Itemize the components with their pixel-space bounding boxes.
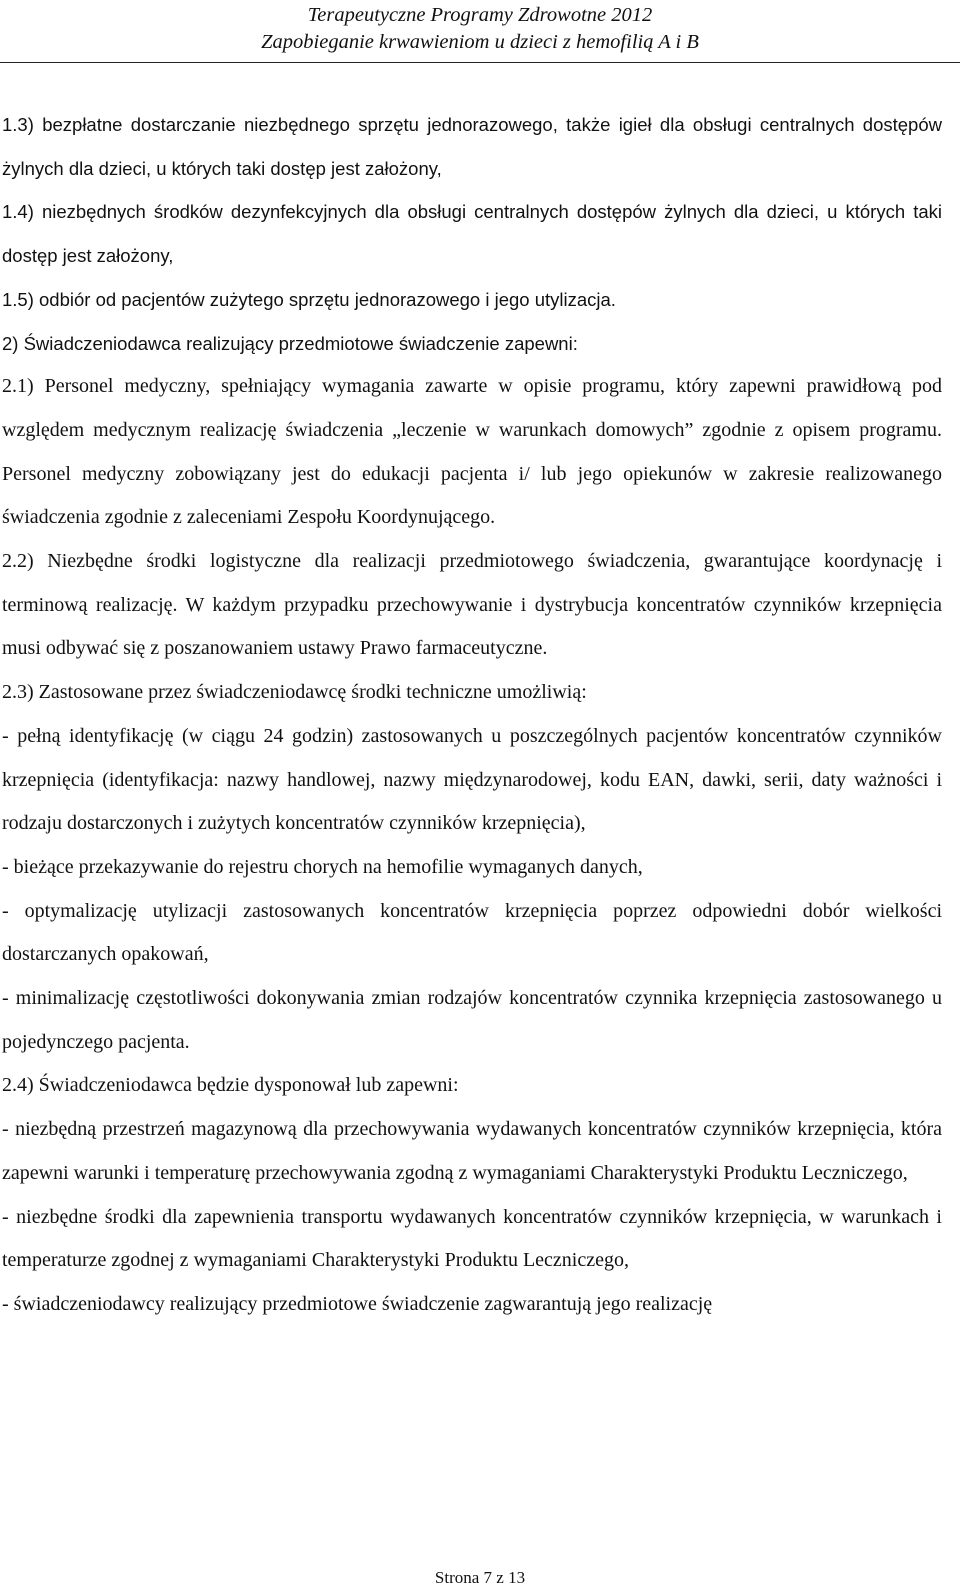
paragraph-2-1: 2.1) Personel medyczny, spełniający wymagania zawarte w opisie programu, który zapewni prawidłową pod względem medycznym realizację świadczenia „leczenie w warunkach domowych” zgodnie z opisem programu. Personel medyczny zobowiązany jest do edukacji pacjenta i/ lub jego opiekunów w zakresie realizowanego świadczenia zgodnie z zaleceniami Zespołu Koordynującego. [2, 375, 942, 529]
paragraph-1-4: 1.4) niezbędnych środków dezynfekcyjnych dla obsługi centralnych dostępów żylnych dla dzieci, u których taki dostęp jest założony, [2, 201, 942, 267]
page-number: Strona 7 z 13 [434, 1568, 526, 1587]
header-subtitle: Zapobieganie krwawieniom u dzieci z hemofilią A i B [261, 31, 699, 53]
page-footer [0, 1566, 960, 1590]
list-item-minimization: - minimalizację częstotliwości dokonywania zmian rodzajów koncentratów czynnika krzepnięcia zastosowanego u pojedynczego pacjenta. [2, 987, 942, 1053]
list-item-optimization: - optymalizację utylizacji zastosowanych koncentratów krzepnięcia poprzez odpowiedni dobór wielkości dostarczanych opakowań, [2, 899, 942, 966]
header-title: Terapeutyczne Programy Zdrowotne 2012 [307, 4, 653, 26]
document-body [2, 103, 942, 1327]
list-item-identification: - pełną identyfikację (w ciągu 24 godzin) zastosowanych u poszczególnych pacjentów koncentratów czynników krzepnięcia (identyfikacja: nazwy handlowej, nazwy międzynarodowej, kodu EAN, dawki, serii, daty ważności i rodzaju dostarczonych i zużytych koncentratów czynników krzepnięcia), [2, 724, 942, 835]
paragraph-1-3: 1.3) bezpłatne dostarczanie niezbędnego sprzętu jednorazowego, także igieł dla obsługi centralnych dostępów żylnych dla dzieci, u których taki dostęp jest założony, [2, 114, 942, 179]
paragraph-2-3: 2.3) Zastosowane przez świadczeniodawcę środki techniczne umożliwią: [2, 681, 587, 704]
header-divider [0, 62, 960, 63]
page-header [0, 2, 960, 56]
list-item-registry: - bieżące przekazywanie do rejestru chorych na hemofilie wymaganych danych, [2, 855, 643, 878]
paragraph-2-4: 2.4) Świadczeniodawca będzie dysponował lub zapewni: [2, 1074, 459, 1097]
list-item-storage: - niezbędną przestrzeń magazynową dla przechowywania wydawanych koncentratów czynników krzepnięcia, która zapewni warunki i temperaturę przechowywania zgodną z wymaganiami Charakterystyki Produktu Leczniczego, [2, 1118, 942, 1184]
paragraph-2-2: 2.2) Niezbędne środki logistyczne dla realizacji przedmiotowego świadczenia, gwarantujące koordynację i terminową realizację. W każdym przypadku przechowywanie i dystrybucja koncentratów czynników krzepnięcia musi odbywać się z poszanowaniem ustawy Prawo farmaceutyczne. [2, 550, 942, 660]
paragraph-1-5: 1.5) odbiór od pacjentów zużytego sprzętu jednorazowego i jego utylizacja. [2, 288, 616, 310]
list-item-guarantee: - świadczeniodawcy realizujący przedmiotowe świadczenie zagwarantują jego realizację [2, 1292, 713, 1315]
paragraph-2: 2) Świadczeniodawca realizujący przedmiotowe świadczenie zapewni: [2, 332, 578, 354]
list-item-transport: - niezbędne środki dla zapewnienia transportu wydawanych koncentratów czynników krzepnięcia, w warunkach i temperaturze zgodnej z wymaganiami Charakterystyki Produktu Leczniczego, [2, 1205, 942, 1272]
